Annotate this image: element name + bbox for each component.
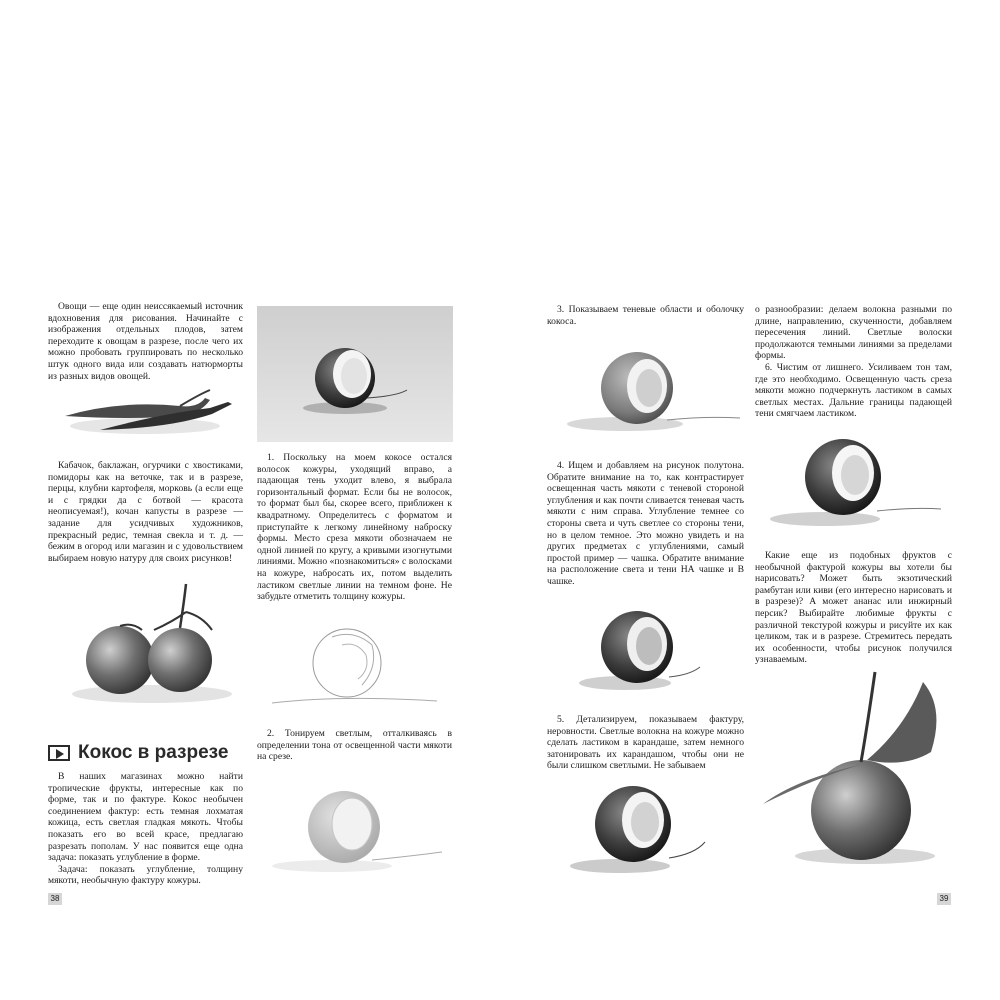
coconut-drawing-step5: [565, 770, 725, 880]
step-5-continued: о разнообразии: делаем волокна разными по длине, направлению, скученности, добавляем пересечения линий. Светлые волоски продолжаются темными линиями за пределами формы. 6. Чистим от лишнего. Усиливаем тон там, где это необходимо. Освещенную часть среза мякоти можно подчеркнуть ластиком в самых светлых местах. Дальние границы падающей тени смягчаем ластиком.: [755, 304, 952, 420]
coconut-intro: В наших магазинах можно найти тропические фрукты, интересные как по форме, так и по фактуре. Кокос необычен соединением фактур: есть темная лохматая кожица, есть светлая гладкая мякоть. Чтобы показать его во всей красе, предлагаю разрезать пополам. У нас появится еще одна задача: показать углубление в форме. Задача: показать углубление, толщину мякоти, необычную фактуру кожуры.: [48, 771, 243, 887]
step-1-text: 1. Поскольку на моем кокосе остался волосок кожуры, уходящий вправо, а падающая тень уходит влево, я выбрала горизонтальный формат. Если бы не волосок, то формат был бы, скорее всего, приближен к квадратному. Определитесь с форматом и приступайте к легкому линейному наброску формы. Место среза мякоти обозначаем не одной линией по кругу, а кривыми изогнутыми линиями. Можно «познакомиться» с волосками на кожуре, набросать их, потом выделить ластиком светлые линии на темном фоне. Не забудьте отметить толщину кожуры.: [257, 452, 452, 603]
coconut-drawing-step4: [575, 597, 725, 697]
coconut-sketch-step1: [262, 615, 447, 715]
coconut-photo: [257, 306, 453, 442]
tangerine-drawing: [755, 668, 955, 868]
tomatoes-drawing: [62, 582, 232, 707]
page-number-right: 39: [937, 893, 951, 905]
intro-paragraph: Овощи — еще один неиссякаемый источник вдохновения для рисования. Начинайте с изображения отдельных плодов, затем переходите к овощам в разрезе, после чего их можно пробовать группировать по несколько штук одного вида или создавать натюрморты из разных видов овощей.: [48, 301, 243, 382]
step-2-text: 2. Тонируем светлым, отталкиваясь в определении тона от освещенной части мякоти на срезе.: [257, 728, 452, 763]
vegetables-paragraph: Кабачок, баклажан, огурчики с хвостиками, помидоры как на веточке, так и в разрезе, перцы, клубни картофеля, морковь (а если еще и с грядки да с ботвой — красота неописуемая!), кочан капусты в разрезе — задание для усидчивых художников, прекрасный редис, темная свекла и т. д. — бежим в огород или магазин и с удовольствием выбираем новую натуру для своих рисунков!: [48, 460, 243, 564]
step-4-text: 4. Ищем и добавляем на рисунок полутона. Обратите внимание на то, как контрастирует освещенная часть мякоти с теневой стороной углубления и как почти сливается теневая часть мякоти с ним справа. Углубление темнее со стороны света и чуть светлее со стороны тени, но в целом темное. Это можно увидеть и на других предметах с углублениями, самый простой пример — чашка. Обратите внимание на расположение света и тени НА чашке и В чашке.: [547, 460, 744, 587]
coconut-sketch-step2: [262, 772, 447, 882]
chili-peppers-drawing: [60, 386, 240, 441]
play-arrow-icon: [48, 745, 70, 761]
section-heading-text: Кокос в разрезе: [78, 742, 229, 763]
section-heading: [48, 741, 228, 765]
closing-question: Какие еще из подобных фруктов с необычной фактурой кожуры вы хотели бы нарисовать? Может быть экзотический рамбутан или киви (его интересно нарисовать и в разрезе)? А может ананас или инжирный персик? Выбирайте любимые фрукты с различной текстурой кожуры и рисуйте их как целиком, так и в разрезе. Стремитесь передать их особенности, чтобы рисунок получился узнаваемым.: [755, 550, 952, 666]
step-5-text: 5. Детализируем, показываем фактуру, неровности. Светлые волокна на кожуре можно сделать ластиком в карандаше, затем немного затонировать их карандашом, чтобы они не были слишком светлыми. Не забываем: [547, 714, 744, 772]
page-number-left: 38: [48, 893, 62, 905]
step-3-text: 3. Показываем теневые области и оболочку кокоса.: [547, 304, 744, 327]
coconut-drawing-step6: [765, 425, 945, 535]
coconut-drawing-step3: [555, 340, 745, 440]
